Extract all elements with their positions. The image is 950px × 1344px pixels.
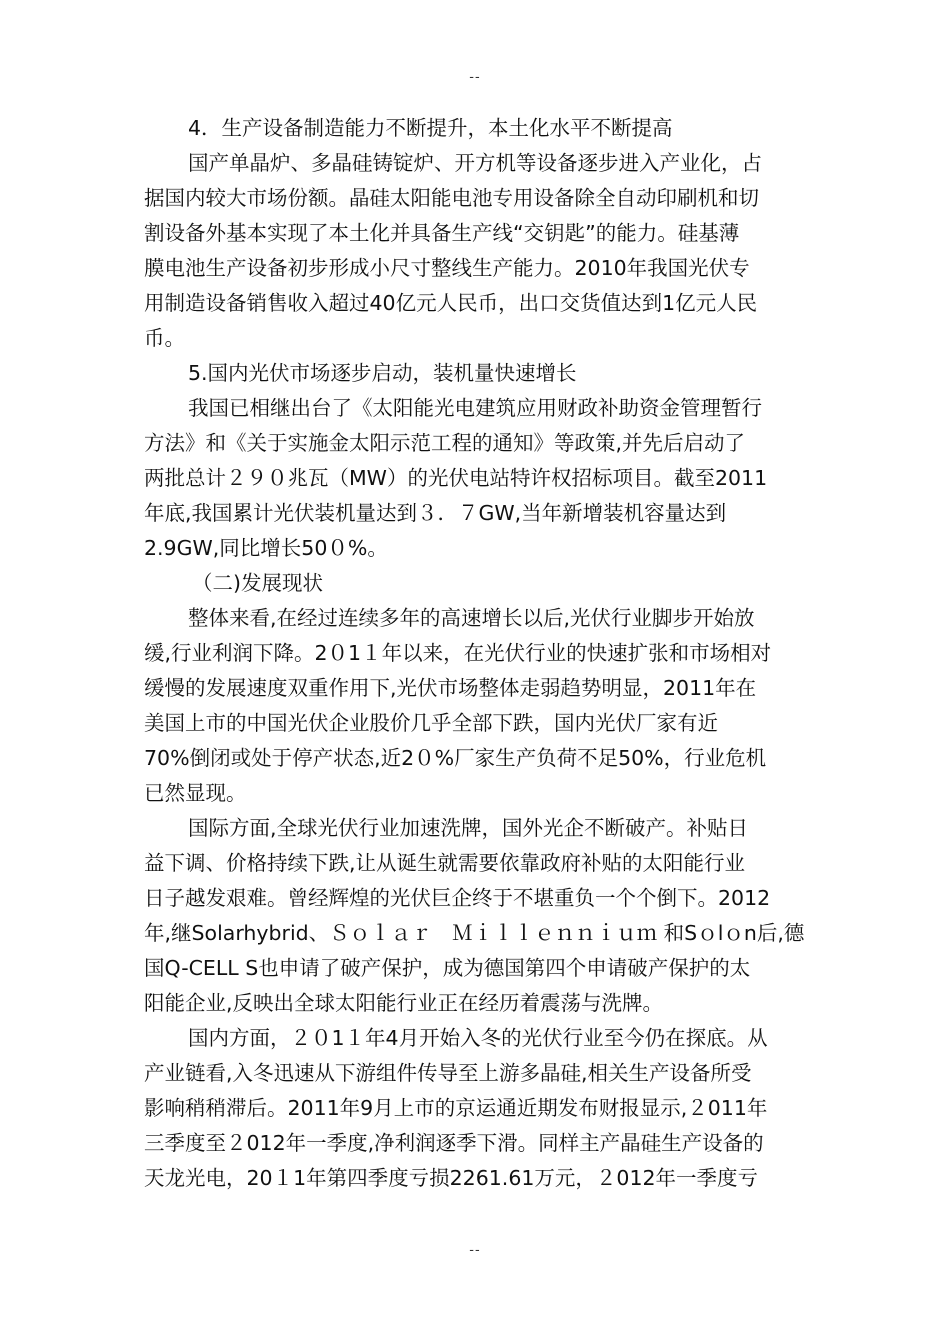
paragraph-line: 缓,行业利润下降。2０1１年以来，在光伏行业的快速扩张和市场相对 xyxy=(144,641,772,665)
paragraph-line: 美国上市的中国光伏企业股价几乎全部下跌，国内光伏厂家有近 xyxy=(144,711,718,735)
paragraph-line: 年底,我国累计光伏装机量达到３．７GW,当年新增装机容量达到 xyxy=(144,501,727,525)
paragraph-line: 国Q-CELL S也申请了破产保护，成为德国第四个申请破产保护的太 xyxy=(144,956,751,980)
paragraph-line: 缓慢的发展速度双重作用下,光伏市场整体走弱趋势明显，2011年在 xyxy=(144,676,757,700)
paragraph-line: 据国内较大市场份额。晶硅太阳能电池专用设备除全自动印刷机和切 xyxy=(144,186,759,210)
paragraph-line: 用制造设备销售收入超过40亿元人民币，出口交货值达到1亿元人民 xyxy=(144,291,758,315)
paragraph-line: 方法》和《关于实施金太阳示范工程的通知》等政策,并先后启动了 xyxy=(144,431,746,455)
section-heading-status: （二)发展现状 xyxy=(192,571,323,595)
paragraph-line: 天龙光电，20１1年第四季度亏损2261.61万元，２012年一季度亏 xyxy=(144,1166,759,1190)
paragraph-line: 国内方面，２０1１年4月开始入冬的光伏行业至今仍在探底。从 xyxy=(188,1026,768,1050)
paragraph-line: 三季度至２012年一季度,净利润逐季下滑。同样主产晶硅生产设备的 xyxy=(144,1131,764,1155)
paragraph-line: 2.9GW,同比增长50０%。 xyxy=(144,536,388,560)
paragraph-line: 割设备外基本实现了本土化并具备生产线“交钥匙”的能力。硅基薄 xyxy=(144,221,740,245)
paragraph-line: 日子越发艰难。曾经辉煌的光伏巨企终于不堪重负一个个倒下。2012 xyxy=(144,886,771,910)
paragraph-line: 已然显现。 xyxy=(144,781,247,805)
section-heading-5: 5.国内光伏市场逐步启动，装机量快速增长 xyxy=(188,361,577,385)
paragraph-line: 70%倒闭或处于停产状态,近2０%厂家生产负荷不足50%，行业危机 xyxy=(144,746,767,770)
header-marker: -- xyxy=(469,70,481,85)
paragraph-line: 影响稍稍滞后。2011年9月上市的京运通近期发布财报显示,２011年 xyxy=(144,1096,768,1120)
paragraph-line: 币。 xyxy=(144,326,185,350)
paragraph-line: 年,继Solarhybrid、Ｓｏｌａｒ Ｍｉｌｌｅｎｎｉｕｍ 和Sｏlｏn后,德 xyxy=(144,921,805,945)
section-heading-4: 4．生产设备制造能力不断提升，本土化水平不断提高 xyxy=(188,116,673,140)
paragraph-line: 整体来看,在经过连续多年的高速增长以后,光伏行业脚步开始放 xyxy=(188,606,755,630)
paragraph-line: 国际方面,全球光伏行业加速洗牌，国外光企不断破产。补贴日 xyxy=(188,816,749,840)
paragraph-line: 两批总计２９０兆瓦（MW）的光伏电站特许权招标项目。截至2011 xyxy=(144,466,768,490)
paragraph-line: 我国已相继出台了《太阳能光电建筑应用财政补助资金管理暂行 xyxy=(188,396,762,420)
paragraph-line: 膜电池生产设备初步形成小尺寸整线生产能力。2010年我国光伏专 xyxy=(144,256,750,280)
footer-marker: -- xyxy=(469,1243,481,1258)
paragraph-line: 产业链看,入冬迅速从下游组件传导至上游多晶硅,相关生产设备所受 xyxy=(144,1061,752,1085)
paragraph-line: 阳能企业,反映出全球太阳能行业正在经历着震荡与洗牌。 xyxy=(144,991,664,1015)
document-body xyxy=(144,111,810,1196)
paragraph-line: 国产单晶炉、多晶硅铸锭炉、开方机等设备逐步进入产业化，占 xyxy=(188,151,762,175)
paragraph-line: 益下调、价格持续下跌,让从诞生就需要依靠政府补贴的太阳能行业 xyxy=(144,851,746,875)
